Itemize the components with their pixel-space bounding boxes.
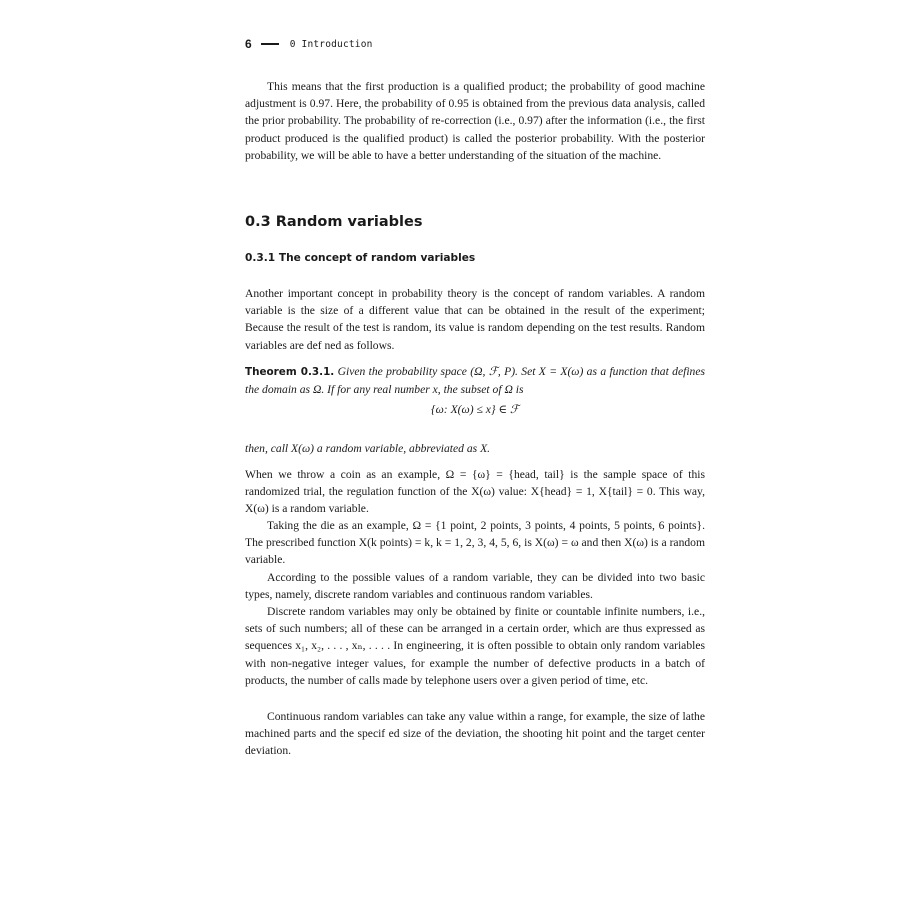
header-rule [261, 43, 279, 45]
subsection-heading: 0.3.1 The concept of random variables [245, 252, 476, 264]
page-header [245, 36, 373, 52]
discrete-paragraph: Discrete random variables may only be obtained by finite or countable infinite numbers, i.e., sets of such numbers; all of these can be arranged in a certain order, which are thus expressed as sequences x₁, x₂, . . . , xₙ, . . . . In engineering, it is often possible to obtain only random variables with non-negative integer values, for example the number of defective products in a batch of products, the number of calls made by telephone users over a given period of time, etc. [245, 605, 705, 687]
theorem-statement [245, 363, 705, 398]
running-title: 0 Introduction [289, 38, 373, 50]
theorem-body: Given the probability space (Ω, ℱ, P). Set X = X(ω) as a function that defines the domain as Ω. If for any real number x, the subset of Ω is [245, 365, 705, 397]
theorem-label: Theorem 0.3.1. [245, 366, 335, 378]
page-number: 6 [245, 37, 252, 51]
theorem-formula: {ω: X(ω) ≤ x} ∈ ℱ [430, 403, 519, 416]
die-example-paragraph: Taking the die as an example, Ω = {1 point, 2 points, 3 points, 4 points, 5 points, 6 points}. The prescribed function X(k points) = k, k = 1, 2, 3, 4, 5, 6, is X(ω) = ω and then X(ω) is a random variable. [245, 519, 705, 567]
intro-paragraph: This means that the first production is a qualified product; the probability of good machine adjustment is 0.97. Here, the probability of 0.95 is obtained from the previous data analysis, called the prior probability. The probability of re-correction (i.e., 0.97) after the information (i.e., the first product produced is the qualified product) is called the posterior probability. With the posterior probability, we will be able to have a better understanding of the situation of the machine. [245, 80, 705, 162]
concept-paragraph: Another important concept in probability theory is the concept of random variables. A random variable is the size of a different value that can be obtained in the result of the experiment; Because the result of the test is random, its value is random depending on the test results. Random variables are def ned as follows. [245, 287, 705, 352]
section-heading: 0.3 Random variables [245, 214, 423, 230]
theorem-conclusion: then, call X(ω) a random variable, abbreviated as X. [245, 442, 491, 455]
continuous-paragraph: Continuous random variables can take any value within a range, for example, the size of lathe machined parts and the specif ed size of the deviation, the shooting hit point and the target center deviation. [245, 710, 705, 758]
types-paragraph: According to the possible values of a random variable, they can be divided into two basic types, namely, discrete random variables and continuous random variables. [245, 571, 705, 602]
coin-example-paragraph: When we throw a coin as an example, Ω = {ω} = {head, tail} is the sample space of this randomized trial, the regulation function of the X(ω) value: X{head} = 1, X{tail} = 0. This way, X(ω) is a random variable. [245, 468, 705, 516]
